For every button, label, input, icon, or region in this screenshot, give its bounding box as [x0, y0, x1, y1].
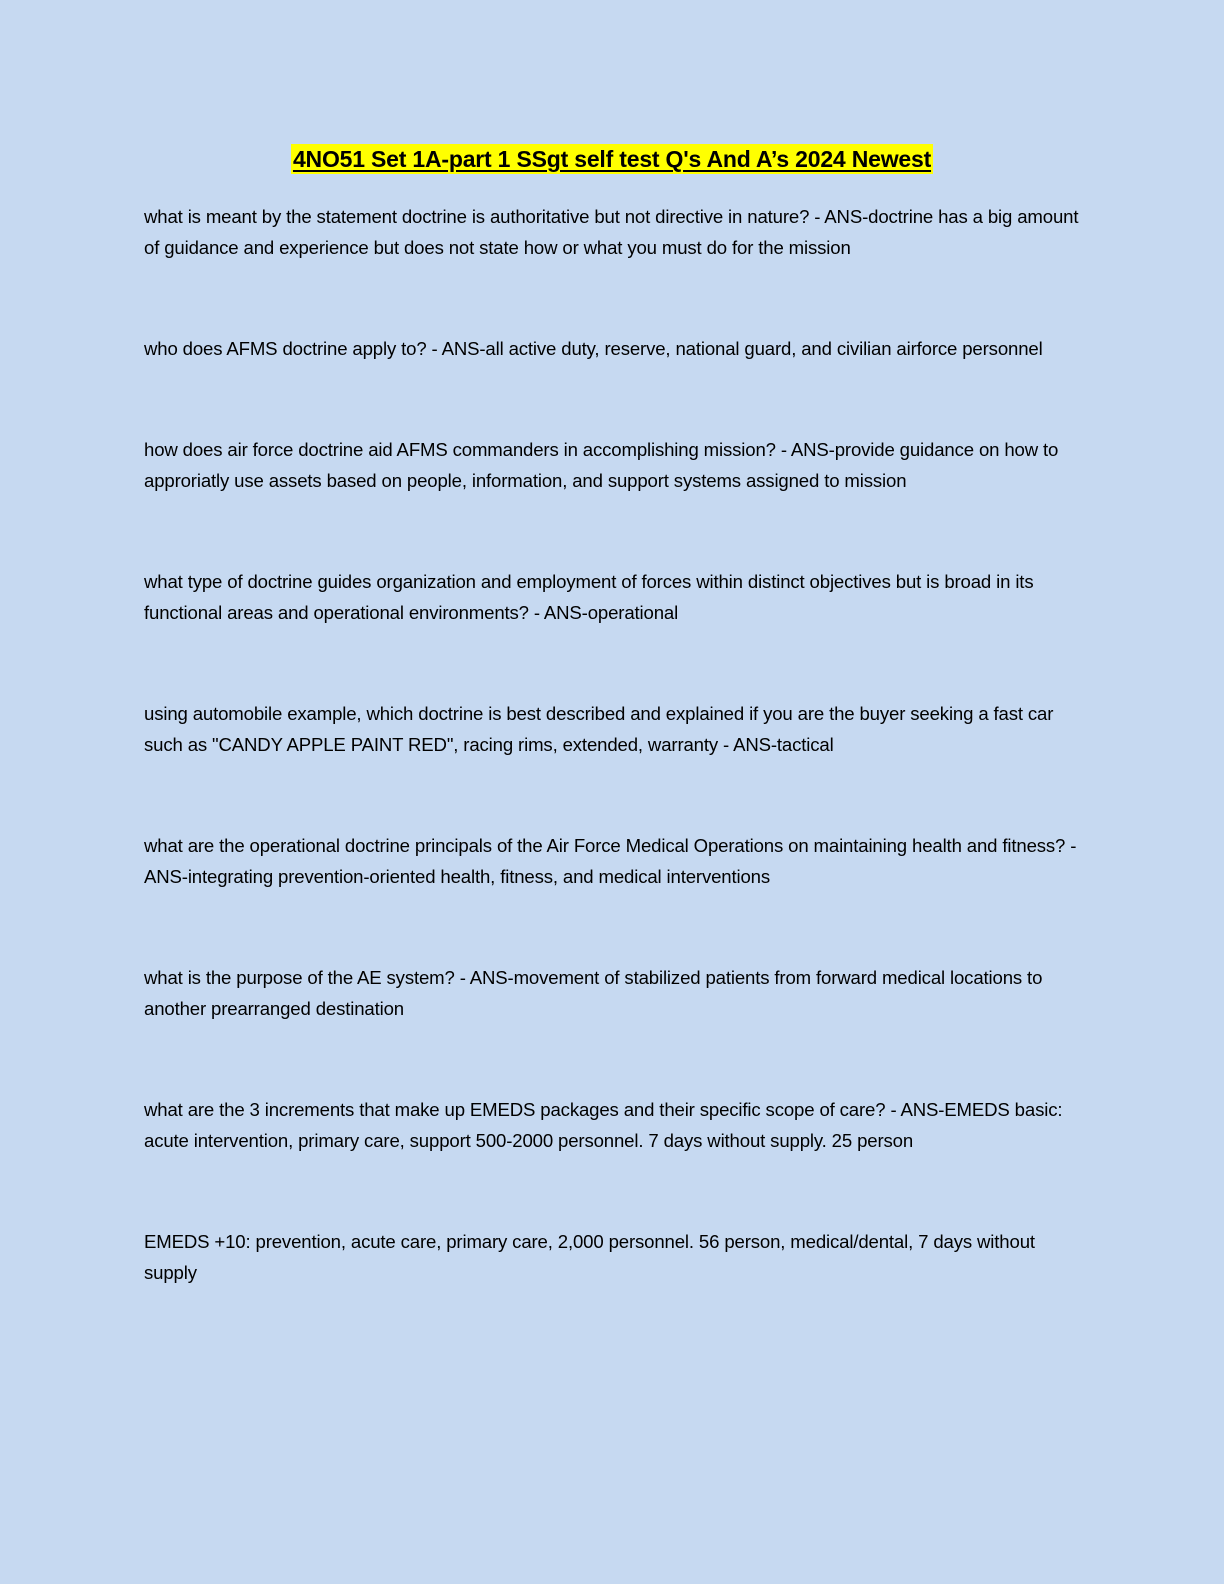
qa-paragraph-6: what are the operational doctrine principals of the Air Force Medical Operations on maintaining health and fitness? - ANS-integrating prevention-oriented health, fitness, and medical interventions — [144, 835, 1077, 887]
qa-paragraph-9: EMEDS +10: prevention, acute care, primary care, 2,000 personnel. 56 person, medical/dental, 7 days without supply — [144, 1231, 1035, 1283]
qa-paragraph-7: what is the purpose of the AE system? - ANS-movement of stabilized patients from forward medical locations to another prearranged destination — [144, 967, 1043, 1019]
qa-paragraph-4: what type of doctrine guides organization and employment of forces within distinct objectives but is broad in its functional areas and operational environments? - ANS-operational — [144, 571, 1034, 623]
qa-paragraph-5: using automobile example, which doctrine is best described and explained if you are the buyer seeking a fast car such as "CANDY APPLE PAINT RED", racing rims, extended, warranty - ANS-tactical — [144, 703, 1054, 755]
document-title: 4NO51 Set 1A-part 1 SSgt self test Q's And A’s 2024 Newest — [292, 146, 932, 172]
qa-paragraph-2: who does AFMS doctrine apply to? - ANS-all active duty, reserve, national guard, and civilian airforce personnel — [144, 338, 1043, 359]
title-container — [0, 144, 1224, 174]
qa-content — [144, 201, 1084, 1358]
qa-paragraph-8: what are the 3 increments that make up EMEDS packages and their specific scope of care? - ANS-EMEDS basic: acute intervention, primary care, support 500-2000 personnel. 7 days without supply. 25 person — [144, 1099, 1063, 1151]
qa-paragraph-1: what is meant by the statement doctrine is authoritative but not directive in nature? - ANS-doctrine has a big amount of guidance and experience but does not state how or what you must do for the mission — [144, 206, 1079, 258]
qa-paragraph-3: how does air force doctrine aid AFMS commanders in accomplishing mission? - ANS-provide guidance on how to approriatly use assets based on people, information, and support systems assigned to mission — [144, 439, 1059, 491]
